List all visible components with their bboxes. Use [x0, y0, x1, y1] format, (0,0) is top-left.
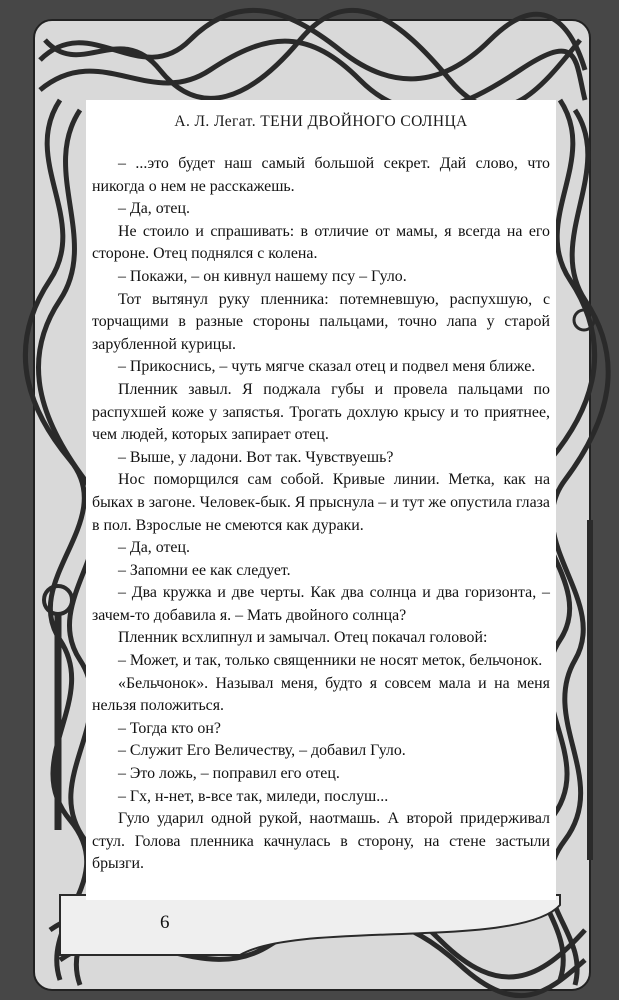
- paragraph: – Да, отец.: [118, 539, 190, 557]
- paragraph: – Выше, у ладони. Вот так. Чувствуешь?: [118, 448, 394, 466]
- text-area: [92, 110, 550, 900]
- paragraph: Нос поморщился сам собой. Кривые линии. Метка, как на быках в загоне. Человек-бык. Я прыснула – и тут же опустила глаза в пол. Взрослые не смеются как дураки.: [92, 471, 550, 534]
- paragraph: «Бельчонок». Называл меня, будто я совсем мала и на меня нельзя положиться.: [92, 674, 550, 715]
- paragraph: – Да, отец.: [118, 200, 190, 218]
- paragraph: – ...это будет наш самый большой секрет. Дай слово, что никогда о нем не расскажешь.: [92, 155, 550, 195]
- paragraph: – Гх, н-нет, в-все так, миледи, послуш...: [118, 787, 389, 805]
- paragraph: Пленник всхлипнул и замычал. Отец покачал головой:: [118, 629, 488, 647]
- paragraph: – Тогда кто он?: [118, 719, 221, 737]
- paragraph: – Запомни ее как следует.: [118, 561, 291, 579]
- paragraph: Не стоило и спрашивать: в отличие от мамы, я всегда на его стороне. Отец поднялся с колена.: [92, 222, 550, 263]
- paragraph: – Покажи, – он кивнул нашему псу – Гуло.: [118, 267, 407, 285]
- paragraph: – Может, и так, только священники не носят меток, бельчонок.: [118, 652, 543, 670]
- paragraph: Тот вытянул руку пленника: потемневшую, распухшую, с торчащими в разные стороны пальцами, точно лапа у старой зарубленной курицы.: [92, 290, 550, 353]
- paragraph: – Это ложь, – поправил его отец.: [118, 765, 340, 783]
- paragraph: Пленник завыл. Я поджала губы и провела пальцами по распухшей коже у запястья. Трогать дохлую крысу и то приятнее, чем людей, которых запирает отец.: [92, 380, 550, 444]
- page-number: 6: [160, 912, 170, 933]
- paragraph: – Два кружка и две черты. Как два солнца и два горизонта, – зачем-то добавила я. – Мать двойного солнца?: [92, 584, 550, 624]
- paragraph: – Прикоснись, – чуть мягче сказал отец и подвел меня ближе.: [118, 358, 536, 376]
- paragraph: Гуло ударил одной рукой, наотмашь. А второй придерживал стул. Голова пленника качнулась в сторону, на стене застыли брызги.: [92, 810, 550, 873]
- paragraph: – Служит Его Величеству, – добавил Гуло.: [118, 742, 406, 760]
- body-text: [92, 153, 550, 876]
- running-head: А. Л. Легат. ТЕНИ ДВОЙНОГО СОЛНЦА: [174, 113, 468, 130]
